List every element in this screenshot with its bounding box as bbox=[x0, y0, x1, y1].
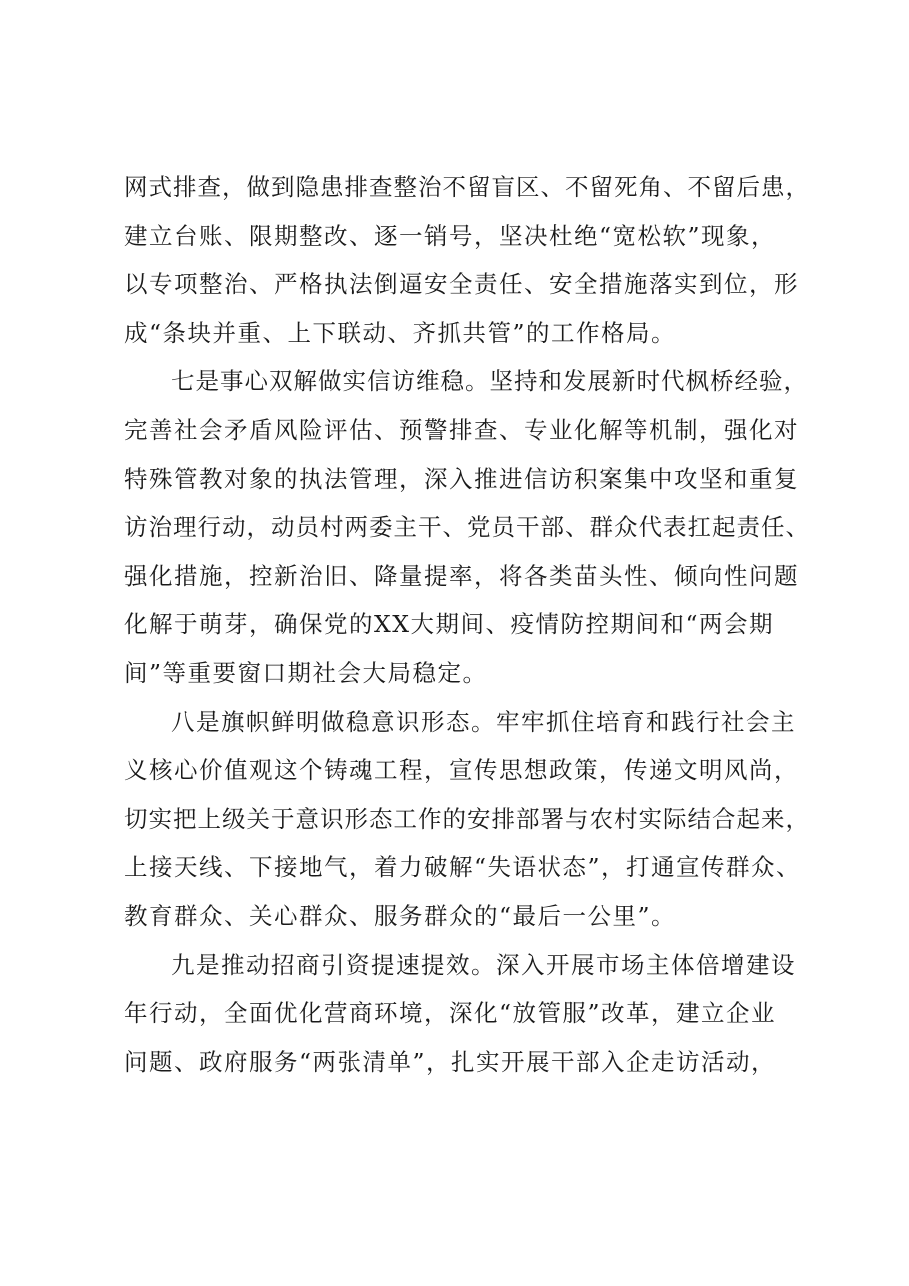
text-line: 化解于萌芽，确保党的XX大期间、疫情防控期间和“两会期 bbox=[124, 610, 774, 639]
text-line: 成“条块并重、上下联动、齐抓共管”的工作格局。 bbox=[124, 318, 677, 347]
text-line: 教育群众、关心群众、服务群众的“最后一公里”。 bbox=[124, 901, 677, 930]
text-line: 强化措施，控新治旧、降量提率，将各类苗头性、倾向性问题 bbox=[124, 561, 799, 590]
text-line: 建立台账、限期整改、逐一销号，坚决杜绝“宽松软”现象， bbox=[124, 221, 777, 250]
paragraph-first-line: 七是事心双解做实信访维稳。坚持和发展新时代枫桥经验， bbox=[171, 367, 808, 396]
text-line: 网式排查，做到隐患排查整治不留盲区、不留死角、不留后患， bbox=[124, 173, 810, 201]
text-line: 年行动，全面优化营商环境，深化“放管服”改革，建立企业 bbox=[124, 999, 777, 1028]
text-line: 切实把上级关于意识形态工作的安排部署与农村实际结合起来， bbox=[124, 804, 810, 833]
text-line: 访治理行动，动员村两委主干、党员干部、群众代表扛起责任、 bbox=[124, 513, 810, 542]
text-line: 间”等重要窗口期社会大局稳定。 bbox=[124, 658, 488, 687]
document-body bbox=[124, 163, 814, 1086]
text-line: 完善社会矛盾风险评估、预警排查、专业化解等机制，强化对 bbox=[124, 415, 799, 444]
text-line: 以专项整治、严格执法倒逼安全责任、安全措施落实到位，形 bbox=[124, 270, 799, 299]
paragraph-first-line: 八是旗帜鲜明做稳意识形态。牢牢抓住培育和践行社会主 bbox=[171, 707, 796, 736]
text-line: 问题、政府服务“两张清单”，扎实开展干部入企走访活动， bbox=[124, 1047, 777, 1076]
text-line: 特殊管教对象的执法管理，深入推进信访积案集中攻坚和重复 bbox=[124, 464, 799, 493]
text-line: 上接天线、下接地气，着力破解“失语状态”，打通宣传群众、 bbox=[124, 853, 802, 882]
text-line: 义核心价值观这个铸魂工程，宣传思想政策，传递文明风尚， bbox=[124, 756, 799, 785]
paragraph-first-line: 九是推动招商引资提速提效。深入开展市场主体倍增建设 bbox=[171, 950, 796, 979]
